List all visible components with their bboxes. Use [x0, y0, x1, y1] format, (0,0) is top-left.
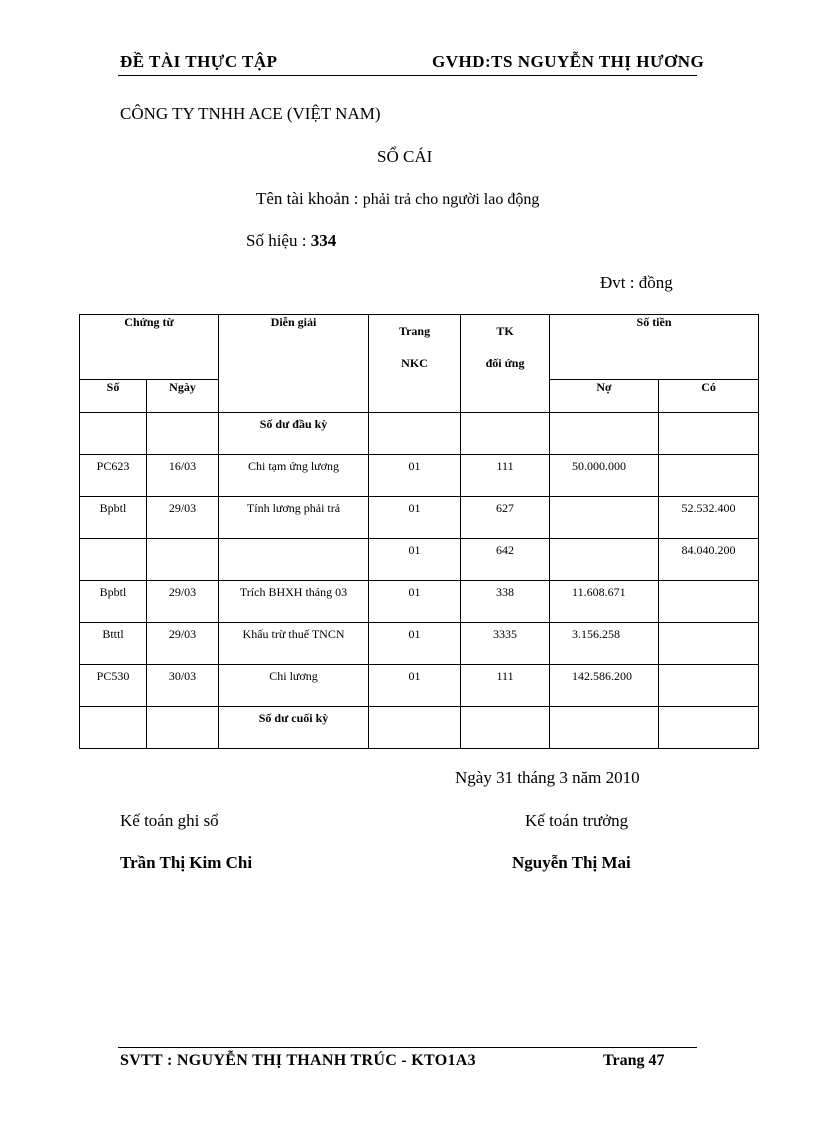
- cell-description: [219, 539, 369, 581]
- cell-debit: [550, 413, 659, 455]
- currency-unit: Đvt : đồng: [600, 273, 673, 292]
- cell-contra-account: 338: [461, 581, 550, 623]
- cell-voucher-date: 16/03: [147, 455, 219, 497]
- account-number-value: 334: [310, 231, 337, 250]
- table-row: [80, 455, 759, 497]
- cell-voucher-number: PC623: [80, 455, 147, 497]
- cell-voucher-date: 30/03: [147, 665, 219, 707]
- cell-journal-page: 01: [369, 497, 461, 539]
- cell-journal-page: 01: [369, 665, 461, 707]
- bookkeeper-role: Kế toán ghi sổ: [120, 811, 219, 830]
- cell-journal-page: 01: [369, 455, 461, 497]
- cell-journal-page: [369, 707, 461, 749]
- cell-credit: [659, 707, 759, 749]
- cell-voucher-date: [147, 539, 219, 581]
- cell-contra-account: 111: [461, 665, 550, 707]
- cell-voucher-date: 29/03: [147, 623, 219, 665]
- table-row: [80, 665, 759, 707]
- footer-divider: [118, 1047, 697, 1048]
- cell-voucher-number: PC530: [80, 665, 147, 707]
- header-contra-account: [461, 315, 550, 413]
- cell-credit: [659, 581, 759, 623]
- table-row: [80, 413, 759, 455]
- cell-debit: 11.608.671: [550, 581, 659, 623]
- cell-voucher-date: [147, 413, 219, 455]
- account-name: [256, 189, 539, 209]
- header-number: Số: [80, 380, 147, 413]
- cell-debit: [550, 707, 659, 749]
- cell-voucher-number: [80, 707, 147, 749]
- cell-contra-account: [461, 413, 550, 455]
- header-topic: ĐỀ TÀI THỰC TẬP: [120, 52, 278, 71]
- cell-credit: 52.532.400: [659, 497, 759, 539]
- cell-journal-page: 01: [369, 623, 461, 665]
- header-description: Diễn giải: [219, 315, 369, 413]
- header-page-bottom: NKC: [401, 356, 428, 370]
- company-name: CÔNG TY TNHH ACE (VIỆT NAM): [120, 104, 381, 123]
- cell-description: Số dư đầu kỳ: [219, 413, 369, 455]
- cell-credit: [659, 455, 759, 497]
- table-row: [80, 539, 759, 581]
- cell-credit: [659, 413, 759, 455]
- cell-contra-account: 642: [461, 539, 550, 581]
- header-advisor: GVHD:TS NGUYỄN THỊ HƯƠNG: [432, 52, 705, 71]
- account-number-label: Số hiệu :: [246, 231, 307, 250]
- header-account-top: TK: [496, 324, 514, 338]
- page-number: Trang 47: [603, 1052, 665, 1069]
- bookkeeper-name: Trần Thị Kim Chi: [120, 853, 253, 872]
- table-row: [80, 497, 759, 539]
- account-name-label: Tên tài khoản :: [256, 189, 359, 208]
- ledger-title: SỔ CÁI: [377, 147, 433, 166]
- header-divider: [118, 75, 697, 76]
- cell-voucher-number: [80, 413, 147, 455]
- cell-debit: 3.156.258: [550, 623, 659, 665]
- table-row: [80, 581, 759, 623]
- cell-description: Trích BHXH tháng 03: [219, 581, 369, 623]
- cell-voucher-number: [80, 539, 147, 581]
- signature-date: Ngày 31 tháng 3 năm 2010: [455, 768, 640, 787]
- cell-voucher-number: Btttl: [80, 623, 147, 665]
- ledger-table: [79, 314, 759, 749]
- cell-description: Chi tạm ứng lương: [219, 455, 369, 497]
- cell-contra-account: 111: [461, 455, 550, 497]
- footer-student: SVTT : NGUYỄN THỊ THANH TRÚC - KTO1A3: [120, 1052, 476, 1069]
- cell-voucher-date: 29/03: [147, 581, 219, 623]
- cell-debit: [550, 539, 659, 581]
- header-page-top: Trang: [398, 324, 431, 338]
- ledger-body: [80, 413, 759, 749]
- cell-contra-account: 3335: [461, 623, 550, 665]
- cell-description: Chi lương: [219, 665, 369, 707]
- cell-credit: [659, 665, 759, 707]
- table-row: [80, 707, 759, 749]
- cell-journal-page: [369, 413, 461, 455]
- table-row: [80, 623, 759, 665]
- header-debit: Nợ: [550, 380, 659, 413]
- cell-journal-page: 01: [369, 539, 461, 581]
- cell-contra-account: 627: [461, 497, 550, 539]
- cell-voucher-date: 29/03: [147, 497, 219, 539]
- header-page: [369, 315, 461, 413]
- account-number: [246, 231, 336, 251]
- header-amount: Số tiền: [550, 315, 759, 380]
- cell-credit: 84.040.200: [659, 539, 759, 581]
- cell-voucher-number: Bpbtl: [80, 581, 147, 623]
- cell-debit: [550, 497, 659, 539]
- chief-accountant-name: Nguyễn Thị Mai: [512, 853, 631, 872]
- header-account-bottom: đối ứng: [485, 356, 525, 370]
- header-credit: Có: [659, 380, 759, 413]
- cell-voucher-number: Bpbtl: [80, 497, 147, 539]
- header-voucher: Chứng từ: [80, 315, 219, 380]
- cell-contra-account: [461, 707, 550, 749]
- cell-description: Số dư cuối kỳ: [219, 707, 369, 749]
- cell-debit: 142.586.200: [550, 665, 659, 707]
- cell-voucher-date: [147, 707, 219, 749]
- cell-description: Tính lương phải trả: [219, 497, 369, 539]
- chief-accountant-role: Kế toán trưởng: [525, 811, 629, 830]
- cell-credit: [659, 623, 759, 665]
- cell-debit: 50.000.000: [550, 455, 659, 497]
- cell-journal-page: 01: [369, 581, 461, 623]
- account-name-value: phải trả cho người lao động: [362, 191, 540, 208]
- cell-description: Khấu trừ thuế TNCN: [219, 623, 369, 665]
- header-date: Ngày: [147, 380, 219, 413]
